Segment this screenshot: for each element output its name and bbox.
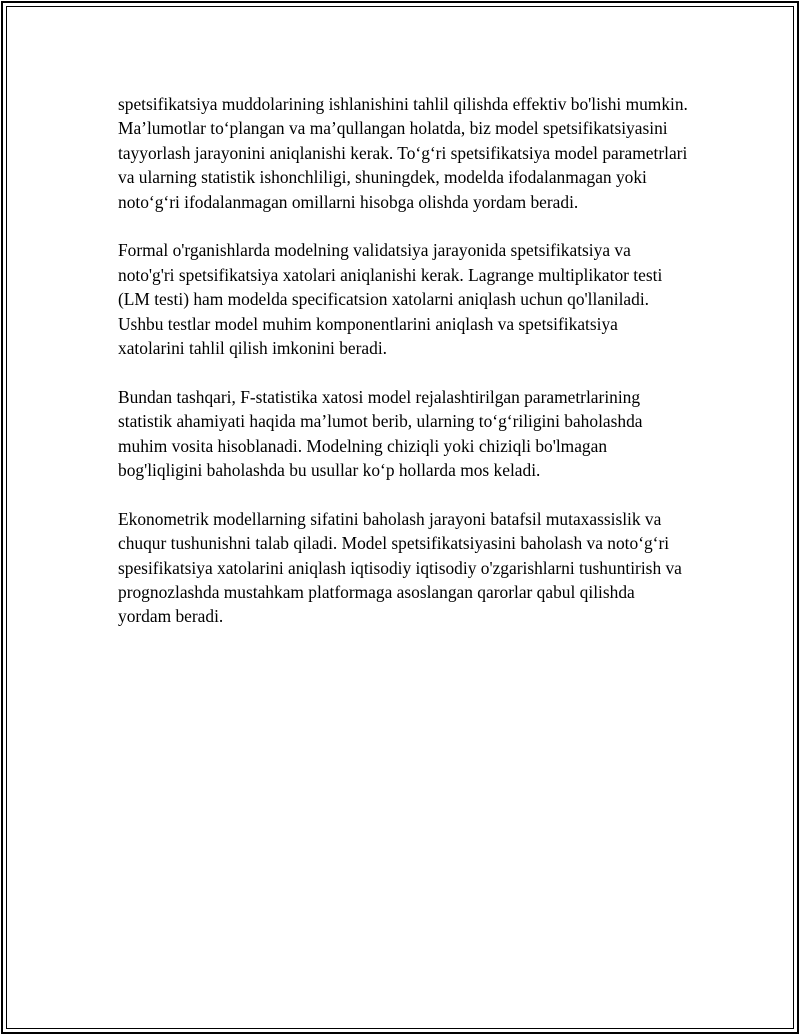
paragraph-2: Formal o'rganishlarda modelning validatsiya jarayonida spetsifikatsiya va noto'g'ri spetsifikatsiya xatolari aniqlanishi kerak. Lagrange multiplikator testi (LM testi) ham modelda specificatsion xatolarni aniqlash uchun qo'llaniladi. Ushbu testlar model muhim komponentlarini aniqlash va spetsifikatsiya xatolarini tahlil qilish imkonini beradi. xyxy=(118,240,663,359)
paragraph-1: spetsifikatsiya muddolarining ishlanishini tahlil qilishda effektiv bo'lishi mumkin. Ma’lumotlar to‘plangan va ma’qullangan holatda, biz model spetsifikatsiyasini tayyorlash jarayonini aniqlanishi kerak. To‘g‘ri spetsifikatsiya model parametrlari va ularning statistik ishonchliligi, shuningdek, modelda ifodalanmagan yoki noto‘g‘ri ifodalanmagan omillarni hisobga olishda yordam beradi. xyxy=(118,94,688,212)
paragraph-3: Bundan tashqari, F-statistika xatosi model rejalashtirilgan parametrlarining statistik ahamiyati haqida ma’lumot berib, ularning to‘g‘riligini baholashda muhim vosita hisoblanadi. Modelning chiziqli yoki chiziqli bo'lmagan bog'liqligini baholashda bu usullar ko‘p hollarda mos keladi. xyxy=(118,386,643,481)
document-body xyxy=(118,92,688,653)
paragraph-4: Ekonometrik modellarning sifatini baholash jarayoni batafsil mutaxassislik va chuqur tushunishni talab qiladi. Model spetsifikatsiyasini baholash va noto‘g‘ri spesifikatsiya xatolarini aniqlash iqtisodiy iqtisodiy o'zgarishlarni tushuntirish va prognozlashda mustahkam platformaga asoslangan qarorlar qabul qilishda yordam beradi. xyxy=(118,508,682,627)
